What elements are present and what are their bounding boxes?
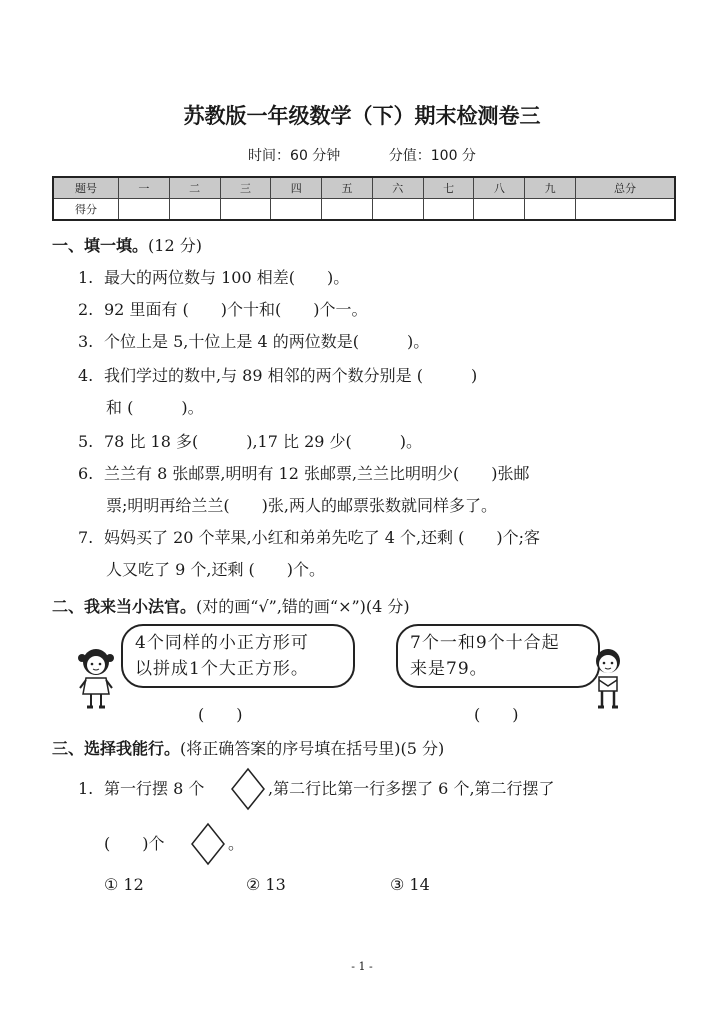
section1-heading: [52, 233, 202, 256]
question-1-4: [78, 360, 648, 424]
question-text: 我们学过的数中,与 89 相邻的两个数分别是 ( ): [104, 366, 478, 385]
question-text: 第一行摆 8 个: [104, 779, 205, 798]
question-number: 2.: [78, 300, 94, 319]
option-2[interactable]: ② 13: [246, 875, 286, 894]
answer-suffix: 。: [228, 834, 245, 853]
question-1-1: [78, 262, 648, 294]
question-text: 妈妈买了 20 个苹果,小红和弟弟先吃了 4 个,还剩 ( )个;客: [104, 528, 541, 547]
section2-note: (对的画“√”,错的画“×”)(4 分): [196, 597, 410, 616]
score-cell[interactable]: [474, 199, 525, 221]
question-number: 5.: [78, 432, 94, 451]
answer-prefix: ( )个: [104, 834, 165, 853]
bubble-text: 来是79。: [410, 659, 488, 679]
score-row-label: 得分: [53, 199, 119, 221]
score-cell[interactable]: [525, 199, 576, 221]
section2-title: 二、我来当小法官。: [52, 597, 197, 616]
question-1-7: [78, 522, 648, 586]
speech-bubble-left: [121, 624, 355, 688]
girl-figure-icon: [76, 646, 116, 712]
option-1[interactable]: ① 12: [104, 875, 144, 894]
score-header-cell: 四: [271, 177, 322, 199]
score-cell[interactable]: [169, 199, 220, 221]
section3-title: 三、选择我能行。: [52, 739, 181, 758]
score-cell[interactable]: [220, 199, 271, 221]
question-text-continued: ,第二行比第一行多摆了 6 个,第二行摆了: [268, 779, 555, 798]
section1-title: 一、填一填。: [52, 236, 149, 255]
answer-bracket-left[interactable]: ( ): [198, 705, 243, 724]
score-header-cell: 六: [372, 177, 423, 199]
question-number: 3.: [78, 332, 94, 351]
section1-points: (12 分): [148, 236, 202, 255]
score-cell[interactable]: [322, 199, 373, 221]
speech-bubble-right: [396, 624, 600, 688]
section3-heading: [52, 736, 444, 759]
section2-heading: [52, 594, 410, 617]
score-cell[interactable]: [576, 199, 675, 221]
question-number: 1.: [78, 268, 94, 287]
score-cell[interactable]: [271, 199, 322, 221]
diamond-icon: [230, 767, 266, 811]
question-number: 6.: [78, 464, 94, 483]
answer-bracket-right[interactable]: ( ): [474, 705, 519, 724]
bubble-text: 4个同样的小正方形可: [135, 633, 309, 653]
bubble-text: 以拼成1个大正方形。: [135, 659, 309, 679]
score-header-cell: 三: [220, 177, 271, 199]
section3-note: (将正确答案的序号填在括号里)(5 分): [180, 739, 445, 758]
question-text-continued: 票;明明再给兰兰( )张,两人的邮票张数就同样多了。: [106, 496, 497, 515]
question-1-6: [78, 458, 648, 522]
score-header-cell: 总分: [576, 177, 675, 199]
score-header-cell: 一: [119, 177, 170, 199]
answer-line: [104, 828, 165, 860]
score-table-score-row: [53, 199, 675, 221]
question-number: 7.: [78, 528, 94, 547]
exam-info: [0, 145, 724, 165]
question-text: 个位上是 5,十位上是 4 的两位数是( )。: [104, 332, 430, 351]
question-1-3: [78, 326, 648, 358]
score-header-cell: 题号: [53, 177, 119, 199]
score-header-cell: 九: [525, 177, 576, 199]
question-text: 兰兰有 8 张邮票,明明有 12 张邮票,兰兰比明明少( )张邮: [104, 464, 530, 483]
question-text-continued: 人又吃了 9 个,还剩 ( )个。: [106, 560, 326, 579]
question-1-2: [78, 294, 648, 326]
bubble-text: 7个一和9个十合起: [410, 633, 560, 653]
question-text: 78 比 18 多( ),17 比 29 少( )。: [104, 432, 423, 451]
question-text-continued: 和 ( )。: [106, 398, 204, 417]
time-limit: 时间：60 分钟: [248, 148, 341, 164]
score-cell[interactable]: [119, 199, 170, 221]
score-cell[interactable]: [372, 199, 423, 221]
question-number: 4.: [78, 366, 94, 385]
score-header-cell: 二: [169, 177, 220, 199]
question-text: 最大的两位数与 100 相差( )。: [104, 268, 350, 287]
question-1-5: [78, 426, 648, 458]
score-table-header-row: [53, 177, 675, 199]
page-number: - 1 -: [351, 960, 373, 973]
page-title: 苏教版一年级数学（下）期末检测卷三: [183, 104, 541, 128]
diamond-icon: [190, 822, 226, 866]
total-score: 分值：100 分: [388, 148, 476, 164]
score-cell[interactable]: [423, 199, 474, 221]
boy-figure-icon: [588, 646, 628, 712]
score-header-cell: 五: [322, 177, 373, 199]
question-text: 92 里面有 ( )个十和( )个一。: [104, 300, 368, 319]
score-header-cell: 八: [474, 177, 525, 199]
score-table: [52, 176, 676, 221]
option-3[interactable]: ③ 14: [390, 875, 430, 894]
score-header-cell: 七: [423, 177, 474, 199]
question-number: 1.: [78, 779, 94, 798]
